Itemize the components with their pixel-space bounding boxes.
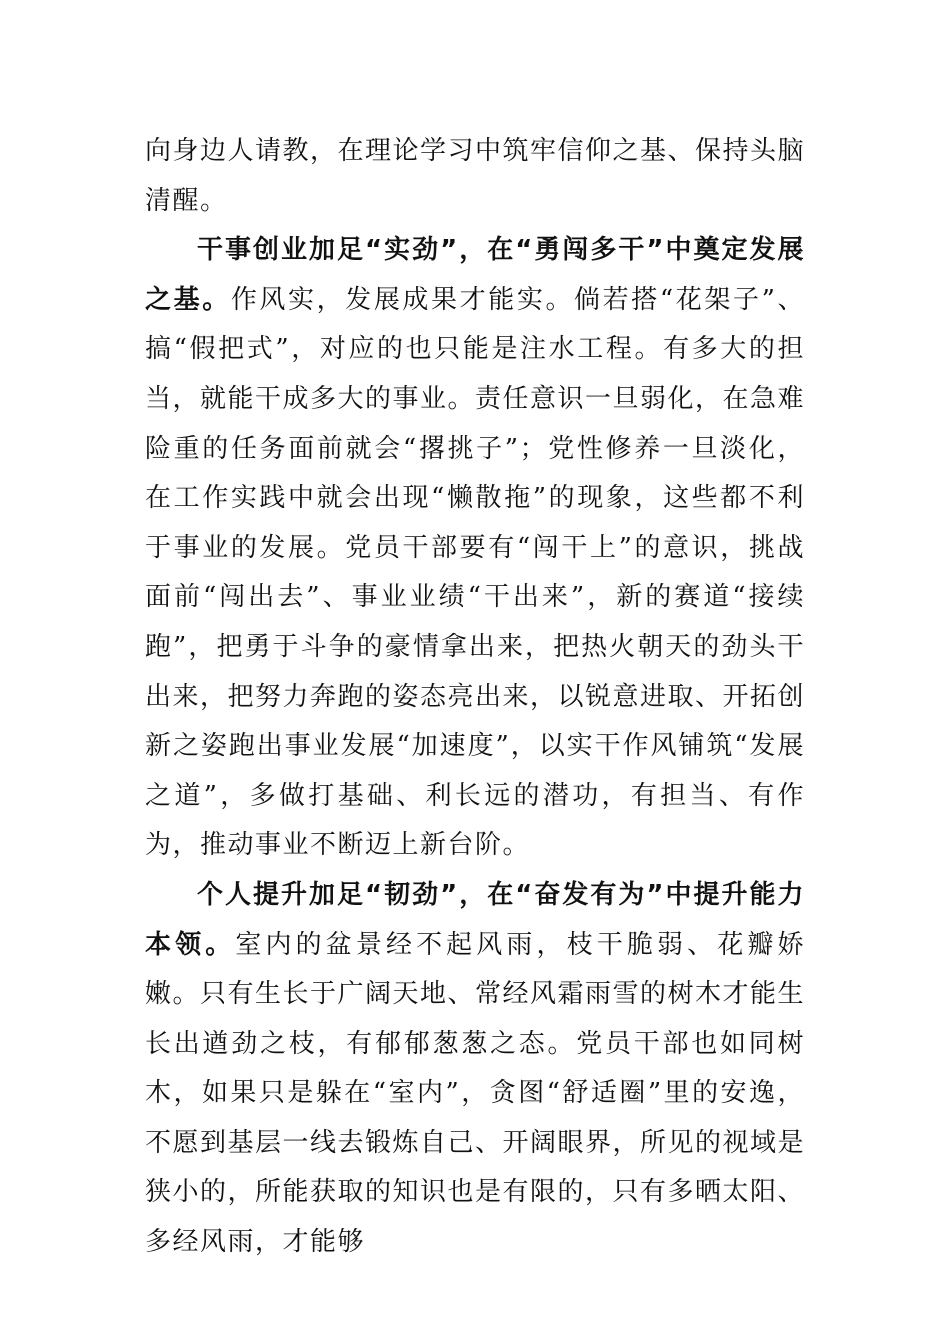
document-body (145, 127, 805, 1268)
paragraph-shijin (145, 226, 805, 871)
paragraph-lead-heading: 干事创业加足“实劲”，在“勇闯多干”中奠定发展之基。 (145, 235, 805, 315)
paragraph-renjin (145, 871, 805, 1268)
paragraph-lead-heading: 个人提升加足“韧劲”，在“奋发有为”中提升能力本领。 (145, 879, 805, 960)
paragraph-text: 作风实，发展成果才能实。倘若搭“花架子”、搞“假把式”，对应的也只能是注水工程。有多大的担当，就能干成多大的事业。责任意识一旦弱化，在急难险重的任务面前就会“撂挑子”；党性修养一旦淡化，在工作实践中就会出现“懒散拖”的现象，这些都不利于事业的发展。党员干部要有“闯干上”的意识，挑战面前“闯出去”、事业业绩“干出来”，新的赛道“接续跑”，把勇于斗争的豪情拿出来，把热火朝天的劲头干出来，把努力奔跑的姿态亮出来，以锐意进取、开拓创新之姿跑出事业发展“加速度”，以实干作风铺筑“发展之道”，多做打基础、利长远的潜功，有担当、有作为，推动事业不断迈上新台阶。 (145, 284, 806, 861)
paragraph-text: 室内的盆景经不起风雨，枝干脆弱、花瓣娇嫩。只有生长于广阔天地、常经风霜雨雪的树木才能生长出遒劲之枝，有郁郁葱葱之态。党员干部也如同树木，如果只是躲在“室内”，贪图“舒适圈”里的安逸，不愿到基层一线去锻炼自己、开阔眼界，所见的视域是狭小的，所能获取的知识也是有限的，只有多晒太阳、多经风雨，才能够 (145, 929, 806, 1258)
paragraph-text: 向身边人请教，在理论学习中筑牢信仰之基、保持头脑清醒。 (145, 136, 806, 216)
paragraph-continuation (145, 127, 805, 226)
